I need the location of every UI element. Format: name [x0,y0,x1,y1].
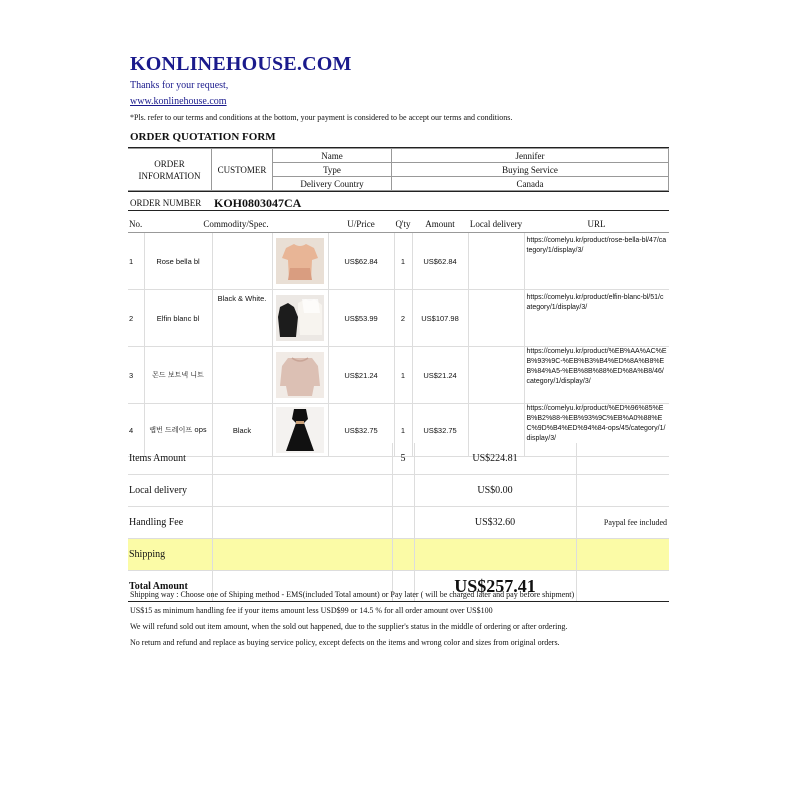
table-row [128,290,669,347]
totals-table [128,443,669,602]
thanks-text: Thanks for your request, [130,80,229,91]
item-amount: US$32.75 [412,404,468,457]
item-qty: 1 [394,233,412,290]
item-qty: 1 [394,347,412,404]
terms-note: *Pls. refer to our terms and conditions at the bottom, your payment is considered to be accept our terms and conditions. [130,113,513,122]
field-label-type: Type [273,163,392,177]
shipping-value [414,539,576,571]
col-commodity: Commodity/Spec. [144,215,328,233]
item-no: 2 [128,290,144,347]
spacer [576,571,669,602]
local-delivery-label: Local delivery [128,475,212,507]
item-amount: US$21.24 [412,347,468,404]
total-amount-value: US$257.41 [414,571,576,602]
item-thumbnail [272,347,328,404]
item-url[interactable]: https://comelyu.kr/product/rose-bella-bl/47/category/1/display/3/ [524,233,669,290]
col-unit-price: U/Price [328,215,394,233]
item-thumbnail [272,290,328,347]
spacer [576,475,669,507]
divider [128,210,669,211]
item-qty: 2 [394,290,412,347]
item-unit-price: US$21.24 [328,347,394,404]
totals-row-items [128,443,669,475]
shipping-label: Shipping [128,539,212,571]
items-table [128,215,669,457]
spacer [392,539,414,571]
order-info-label-text: ORDER INFORMATION [138,158,201,181]
spacer [576,443,669,475]
totals-row-shipping [128,539,669,571]
totals-row-local [128,475,669,507]
item-url[interactable]: https://comelyu.kr/product/%ED%96%85%EB%B2%88-%EB%93%9C%EB%A0%88%EC%9D%B4%ED%94%84-ops/45/category/1/display/3/ [524,404,669,457]
form-title: ORDER QUOTATION FORM [130,131,276,143]
field-value-name: Jennifer [392,149,669,163]
item-name: Elfin blanc bl [144,290,212,347]
item-unit-price: US$62.84 [328,233,394,290]
item-qty: 1 [394,404,412,457]
item-unit-price: US$32.75 [328,404,394,457]
item-local-delivery [468,290,524,347]
item-url[interactable]: https://comelyu.kr/product/%EB%AA%AC%EB%93%9C-%EB%B3%B4%ED%8A%B8%EB%84%A5-%EB%8B%88%ED%8A%B8/46/category/1/display/3/ [524,347,669,404]
item-option: Black & White. [212,290,272,347]
item-name: 랩번 드레이프 ops [144,404,212,457]
spacer [212,507,392,539]
item-no: 3 [128,347,144,404]
field-value-type: Buying Service [392,163,669,177]
table-row [128,347,669,404]
item-amount: US$107.98 [412,290,468,347]
order-number: KOH0803047CA [214,196,302,210]
handling-note: Paypal fee included [576,507,669,539]
item-option: Black [212,404,272,457]
col-qty: Q'ty [394,215,412,233]
field-label-name: Name [273,149,392,163]
spacer [212,539,392,571]
spacer [576,539,669,571]
total-amount-label: Total Amount [128,571,212,602]
order-number-label: ORDER NUMBER [130,198,202,208]
col-url: URL [524,215,669,233]
item-thumbnail [272,233,328,290]
handling-fee-value: US$32.60 [414,507,576,539]
item-option [212,347,272,404]
spacer [392,475,414,507]
items-qty-total: 5 [392,443,414,475]
items-amount-label: Items Amount [128,443,212,475]
item-amount: US$62.84 [412,233,468,290]
handling-fee-label: Handling Fee [128,507,212,539]
website-link[interactable]: www.konlinehouse.com [130,96,227,107]
item-no: 1 [128,233,144,290]
field-value-country: Canada [392,177,669,191]
field-label-country: Delivery Country [273,177,392,191]
peach-blouse-icon [276,238,324,284]
spacer [212,475,392,507]
footer-handling-fee: US$15 as minimum handling fee if your items amount less USD$99 or 14.5 % for all order amount over US$100 [130,606,493,615]
item-name: 몬드 보트넥 니트 [144,347,212,404]
col-local-delivery: Local delivery [468,215,524,233]
local-delivery-value: US$0.00 [414,475,576,507]
totals-row-handling [128,507,669,539]
order-info-label [128,149,212,191]
item-name: Rose bella bl [144,233,212,290]
pink-knit-icon [276,352,324,398]
item-url[interactable]: https://comelyu.kr/product/elfin-blanc-bl/51/category/1/display/3/ [524,290,669,347]
item-local-delivery [468,347,524,404]
order-info-table [128,148,669,191]
item-unit-price: US$53.99 [328,290,394,347]
black-white-blouses-icon [276,295,324,341]
items-amount-value: US$224.81 [414,443,576,475]
spacer [212,443,392,475]
table-row [128,233,669,290]
item-local-delivery [468,233,524,290]
footer-refund-policy: We will refund sold out item amount, when the sold out happened, due to the supplier's status in the middle of ordering or after ordering. [130,622,568,631]
col-amount: Amount [412,215,468,233]
brand-title: KONLINEHOUSE.COM [130,53,352,75]
footer-shipping-way: Shipping way : Choose one of Shiping method - EMS(included Total amount) or Pay later ( will be charged later and pay before shipment) [130,590,575,599]
col-no: No. [128,215,144,233]
footer-return-policy: No return and refund and replace as buying service policy, except defects on the items and wrong color and sizes from original orders. [130,638,560,647]
divider [128,191,669,192]
item-option [212,233,272,290]
spacer [392,507,414,539]
item-no: 4 [128,404,144,457]
customer-label: CUSTOMER [212,149,273,191]
